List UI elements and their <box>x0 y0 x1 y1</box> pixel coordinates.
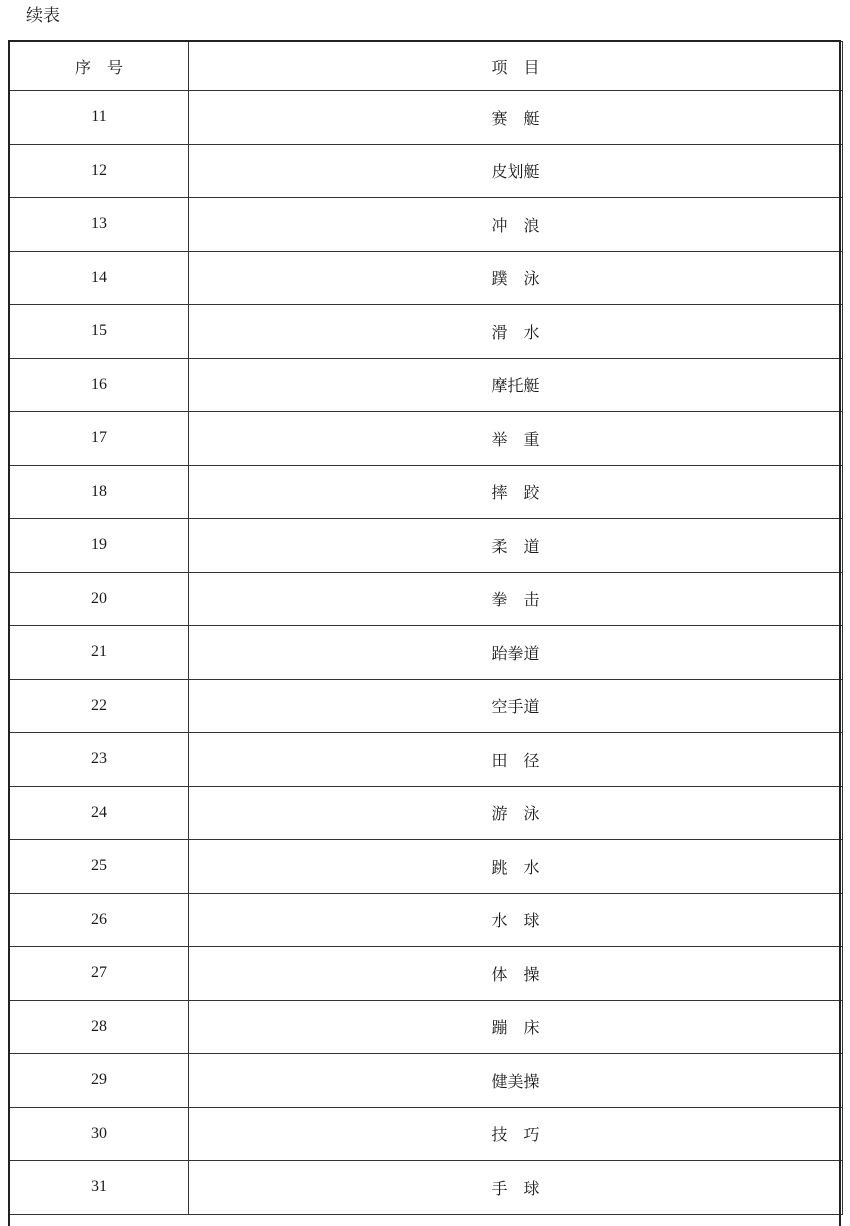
row-number-cell: 21 <box>10 626 189 680</box>
row-number-cell: 11 <box>10 91 189 145</box>
row-item-cell: 赛 艇 <box>189 91 843 145</box>
row-item-cell: 游 泳 <box>189 786 843 840</box>
data-table <box>9 41 843 1215</box>
table-row <box>10 251 843 305</box>
row-number-cell: 13 <box>10 198 189 252</box>
row-number-cell: 29 <box>10 1054 189 1108</box>
row-item-cell: 蹦 床 <box>189 1000 843 1054</box>
row-number-cell: 15 <box>10 305 189 359</box>
row-number-cell: 20 <box>10 572 189 626</box>
row-item-cell: 水 球 <box>189 893 843 947</box>
row-item-cell: 跆拳道 <box>189 626 843 680</box>
table-row <box>10 465 843 519</box>
row-number-cell: 31 <box>10 1161 189 1215</box>
row-item-cell: 拳 击 <box>189 572 843 626</box>
table-row <box>10 144 843 198</box>
table-row <box>10 840 843 894</box>
table-row <box>10 91 843 145</box>
table-row <box>10 519 843 573</box>
row-number-cell: 12 <box>10 144 189 198</box>
table-row <box>10 305 843 359</box>
table-row <box>10 412 843 466</box>
row-number-cell: 30 <box>10 1107 189 1161</box>
table-row <box>10 1054 843 1108</box>
table-row <box>10 786 843 840</box>
row-item-cell: 空手道 <box>189 679 843 733</box>
row-item-cell: 摔 跤 <box>189 465 843 519</box>
table-row <box>10 358 843 412</box>
row-item-cell: 体 操 <box>189 947 843 1001</box>
row-item-cell: 举 重 <box>189 412 843 466</box>
row-number-cell: 27 <box>10 947 189 1001</box>
table-row <box>10 679 843 733</box>
table-row <box>10 1000 843 1054</box>
table-caption: 续表 <box>26 6 60 26</box>
row-number-cell: 18 <box>10 465 189 519</box>
column-header-number: 序 号 <box>10 42 189 91</box>
row-number-cell: 23 <box>10 733 189 787</box>
table-row <box>10 947 843 1001</box>
table-header-row <box>10 42 843 91</box>
row-number-cell: 22 <box>10 679 189 733</box>
row-item-cell: 跳 水 <box>189 840 843 894</box>
row-number-cell: 16 <box>10 358 189 412</box>
row-item-cell: 柔 道 <box>189 519 843 573</box>
row-item-cell: 滑 水 <box>189 305 843 359</box>
row-item-cell: 蹼 泳 <box>189 251 843 305</box>
row-number-cell: 17 <box>10 412 189 466</box>
table-row <box>10 893 843 947</box>
row-item-cell: 皮划艇 <box>189 144 843 198</box>
row-number-cell: 28 <box>10 1000 189 1054</box>
row-number-cell: 14 <box>10 251 189 305</box>
table-row <box>10 626 843 680</box>
table-body <box>10 91 843 1215</box>
row-item-cell: 健美操 <box>189 1054 843 1108</box>
table-row <box>10 1107 843 1161</box>
row-item-cell: 冲 浪 <box>189 198 843 252</box>
table-row <box>10 198 843 252</box>
table-row <box>10 1161 843 1215</box>
row-item-cell: 田 径 <box>189 733 843 787</box>
row-number-cell: 25 <box>10 840 189 894</box>
row-item-cell: 手 球 <box>189 1161 843 1215</box>
row-number-cell: 24 <box>10 786 189 840</box>
row-number-cell: 19 <box>10 519 189 573</box>
table-row <box>10 572 843 626</box>
row-number-cell: 26 <box>10 893 189 947</box>
column-header-item: 项 目 <box>189 42 843 91</box>
table-row <box>10 733 843 787</box>
row-item-cell: 技 巧 <box>189 1107 843 1161</box>
row-item-cell: 摩托艇 <box>189 358 843 412</box>
